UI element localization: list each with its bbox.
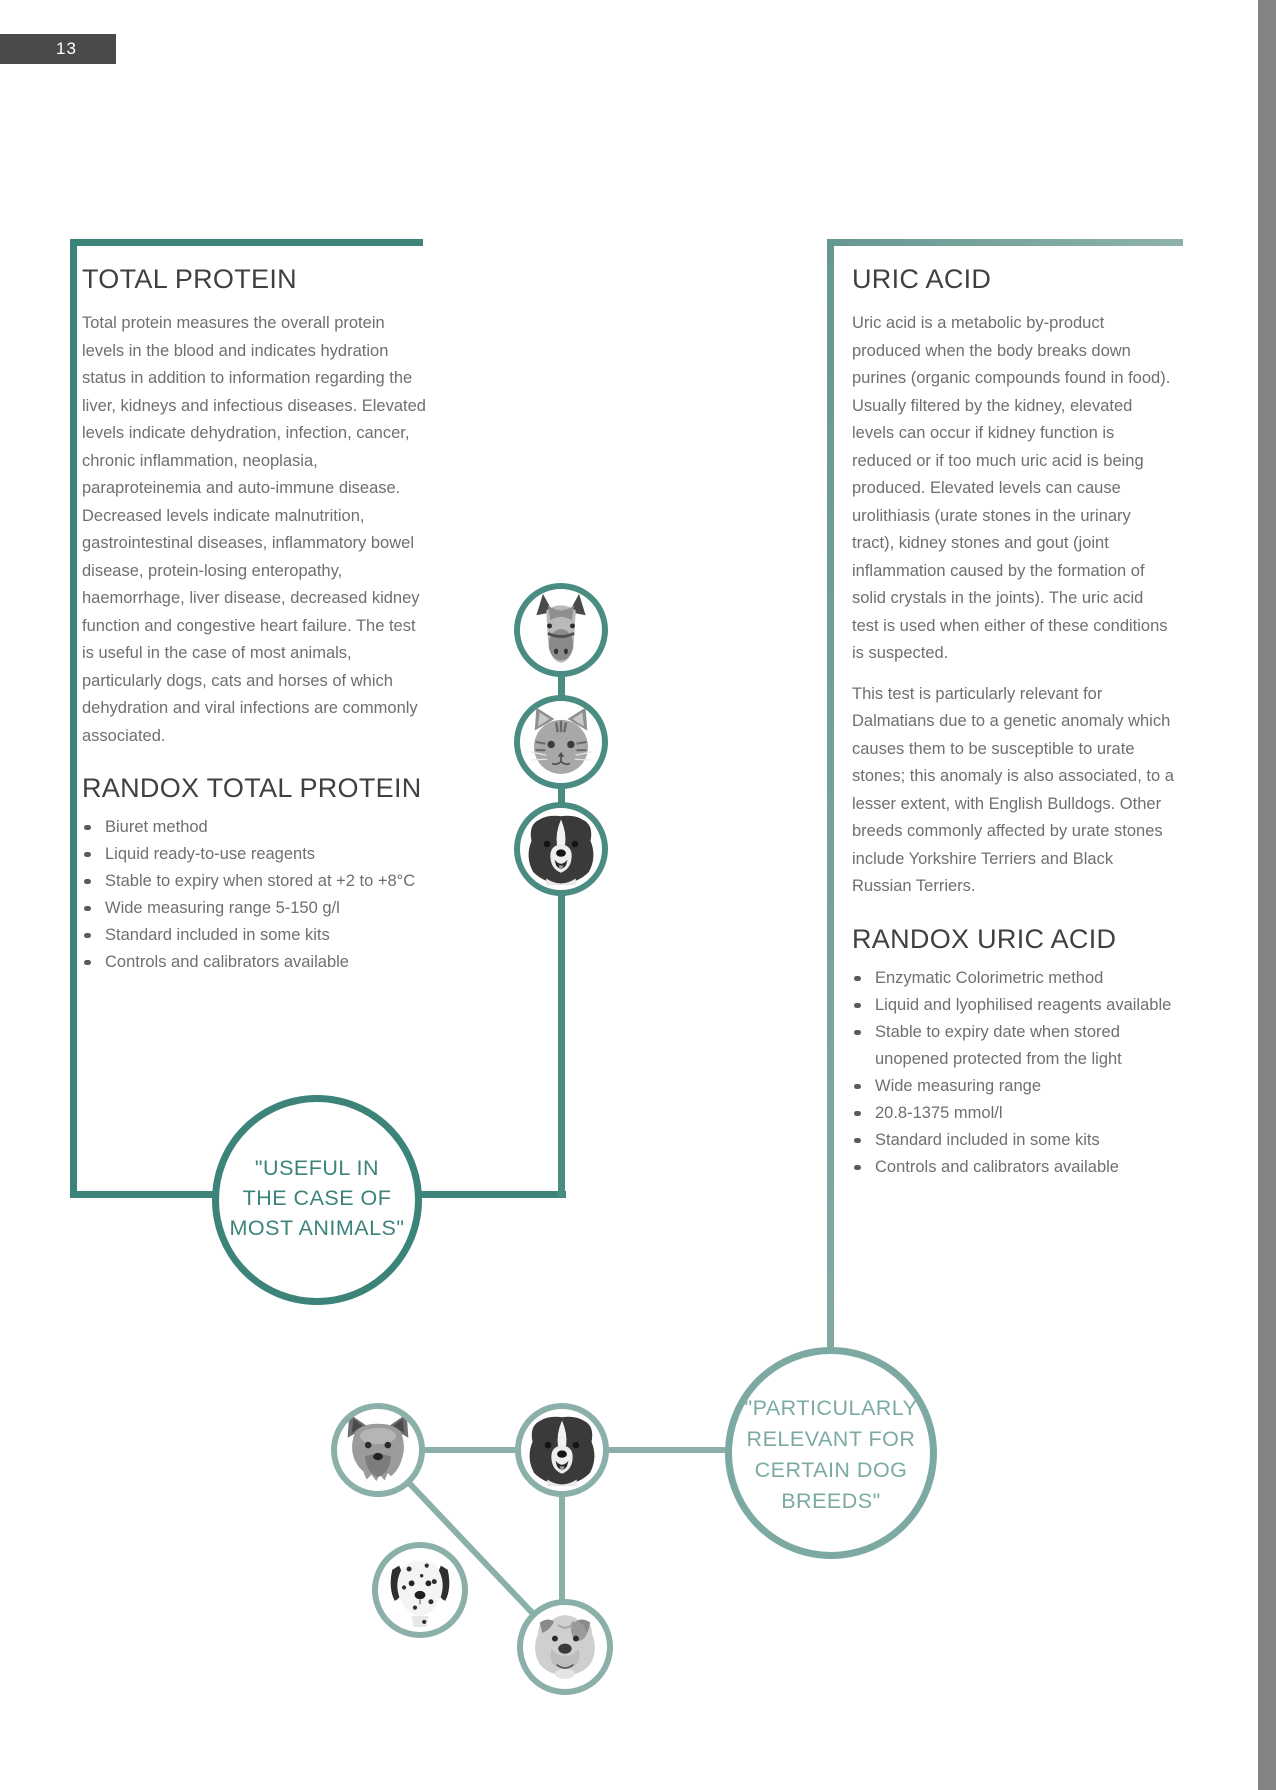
- bullet-item: 20.8-1375 mmol/l: [852, 1100, 1174, 1127]
- bullet-icon: [854, 1111, 861, 1116]
- bullet-icon: [854, 976, 861, 981]
- bullet-item: Standard included in some kits: [852, 1127, 1174, 1154]
- left-box-left-border: [70, 239, 77, 1198]
- total-protein-bullet-list: [82, 814, 429, 976]
- bullet-item: Liquid and lyophilised reagents available: [852, 992, 1174, 1019]
- page-number: 13: [56, 39, 77, 58]
- bullet-item: Controls and calibrators available: [82, 949, 429, 976]
- terrier-dog-photo: [331, 1403, 425, 1497]
- product-title-randox-total-protein: RANDOX TOTAL PROTEIN: [82, 773, 422, 803]
- bullet-icon: [84, 933, 91, 938]
- right-box-top-border: [827, 239, 1183, 246]
- section-title-total-protein: TOTAL PROTEIN: [82, 264, 297, 294]
- uric-acid-paragraph-1: Uric acid is a metabolic by-product produced when the body breaks down purines (organic compounds found in food). Usually filtered by the kidney, elevated levels can occur if kidney function is reduced or if too much uric acid is being produced. Elevated levels can cause urolithiasis (urate stones in the urinary tract), kidney stones and gout (joint inflammation caused by the formation of solid crystals in the joints). The uric acid test is used when either of these conditions is suspected.: [852, 314, 1171, 662]
- bullet-item: Stable to expiry date when stored unopened protected from the light: [852, 1019, 1174, 1073]
- left-box-top-border: [70, 239, 423, 246]
- product-title-randox-uric-acid: RANDOX URIC ACID: [852, 923, 1117, 954]
- quote-circle-most-animals: [212, 1095, 422, 1305]
- uric-acid-bullet-list: [852, 965, 1174, 1181]
- bullet-icon: [854, 1030, 861, 1035]
- bullet-item: Wide measuring range 5-150 g/l: [82, 895, 429, 922]
- quote-text: "USEFUL IN THE CASE OF MOST ANIMALS": [229, 1156, 405, 1240]
- bullet-icon: [854, 1165, 861, 1170]
- bullet-item: Controls and calibrators available: [852, 1154, 1174, 1181]
- quote-text: "PARTICULARLY RELEVANT FOR CERTAIN DOG BREEDS": [744, 1396, 918, 1513]
- uric-acid-section: [852, 262, 1174, 1181]
- horse-photo: [514, 583, 608, 677]
- bullet-item: Liquid ready-to-use reagents: [82, 841, 429, 868]
- total-protein-section: [82, 262, 429, 976]
- right-box-left-border: [827, 239, 834, 1347]
- bullet-icon: [854, 1003, 861, 1008]
- bullet-icon: [84, 879, 91, 884]
- cat-photo: [514, 695, 608, 789]
- collie-dog-photo: [514, 802, 608, 896]
- bulldog-dog-photo: [517, 1599, 613, 1695]
- bullet-icon: [84, 960, 91, 965]
- dalmatian-dog-photo: [372, 1542, 468, 1638]
- bullet-item: Wide measuring range: [852, 1073, 1174, 1100]
- page-edge-strip: [1258, 0, 1276, 1790]
- bullet-item: Standard included in some kits: [82, 922, 429, 949]
- bullet-item: Enzymatic Colorimetric method: [852, 965, 1174, 992]
- uric-acid-paragraph-2: This test is particularly relevant for Dalmatians due to a genetic anomaly which causes them to be susceptible to urate stones; this anomaly is also associated, to a lesser extent, with English Bulldogs. Other breeds commonly affected by urate stones include Yorkshire Terriers and Black Russian Terriers.: [852, 684, 1174, 895]
- bullet-item: Biuret method: [82, 814, 429, 841]
- bullet-icon: [84, 906, 91, 911]
- total-protein-paragraph: Total protein measures the overall protein levels in the blood and indicates hydration status in addition to information regarding the liver, kidneys and infectious diseases. Elevated levels indicate dehydration, infection, cancer, chronic inflammation, neoplasia, paraproteinemia and auto-immune disease. Decreased levels indicate malnutrition, gastrointestinal diseases, inflammatory bowel disease, protein-losing enteropathy, haemorrhage, liver disease, decreased kidney function and congestive heart failure. The test is useful in the case of most animals, particularly dogs, cats and horses of which dehydration and viral infections are commonly associated.: [82, 314, 426, 745]
- section-title-uric-acid: URIC ACID: [852, 264, 992, 294]
- bullet-icon: [854, 1138, 861, 1143]
- bullet-icon: [84, 825, 91, 830]
- collie-dog-photo: [515, 1403, 609, 1497]
- bullet-item: Stable to expiry when stored at +2 to +8°C: [82, 868, 429, 895]
- quote-circle-dog-breeds: [725, 1347, 937, 1559]
- bullet-icon: [84, 852, 91, 857]
- page-number-tab: [0, 34, 116, 64]
- bullet-icon: [854, 1084, 861, 1089]
